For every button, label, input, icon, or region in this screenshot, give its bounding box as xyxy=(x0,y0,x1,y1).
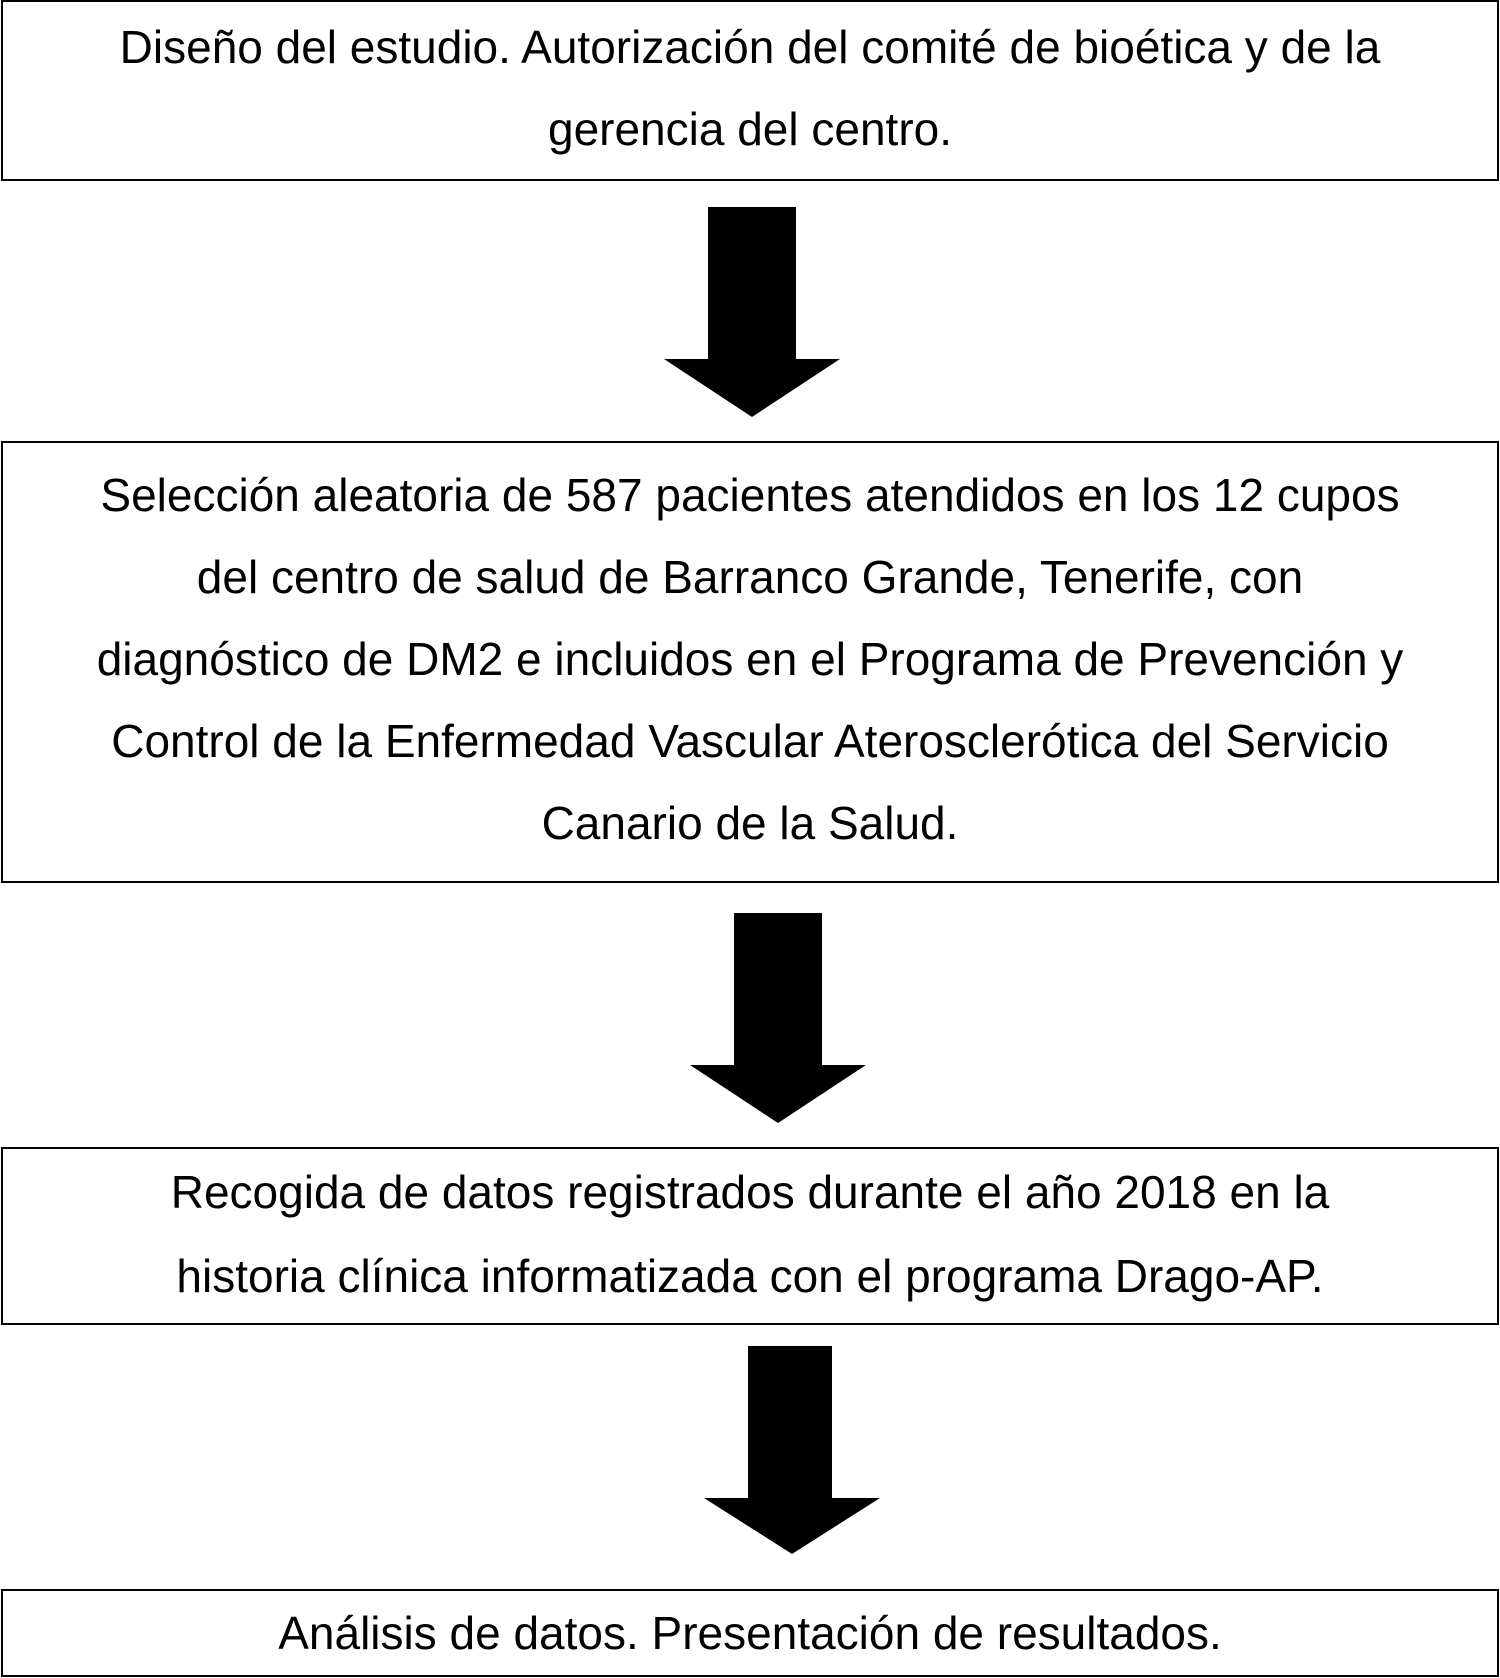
step-text-line: Selección aleatoria de 587 pacientes atendidos en los 12 cupos xyxy=(100,469,1400,521)
step-text-line: Control de la Enfermedad Vascular Aterosclerótica del Servicio xyxy=(111,715,1389,767)
step-text-line: Canario de la Salud. xyxy=(541,797,959,849)
step-text-line: Recogida de datos registrados durante el año 2018 en la xyxy=(170,1166,1330,1218)
down-arrow-icon xyxy=(704,1346,880,1554)
step-text-line: diagnóstico de DM2 e incluidos en el Programa de Prevención y xyxy=(96,633,1404,685)
step-text-line: historia clínica informatizada con el programa Drago-AP. xyxy=(176,1250,1324,1302)
step-box-study-design xyxy=(1,0,1499,181)
down-arrow-icon xyxy=(690,913,866,1123)
step-text xyxy=(278,1589,1222,1677)
down-arrow-icon xyxy=(664,207,840,417)
step-box-data-collection xyxy=(1,1147,1499,1325)
step-text xyxy=(97,457,1404,867)
step-box-patient-selection xyxy=(1,441,1499,883)
step-text-line: gerencia del centro. xyxy=(547,102,953,155)
step-text xyxy=(120,9,1381,173)
step-text-line: Análisis de datos. Presentación de resultados. xyxy=(278,1607,1222,1659)
step-text-line: Diseño del estudio. Autorización del comité de bioética y de la xyxy=(119,20,1381,73)
step-text xyxy=(171,1152,1330,1320)
step-box-data-analysis xyxy=(1,1589,1499,1677)
step-text-line: del centro de salud de Barranco Grande, Tenerife, con xyxy=(196,551,1304,603)
